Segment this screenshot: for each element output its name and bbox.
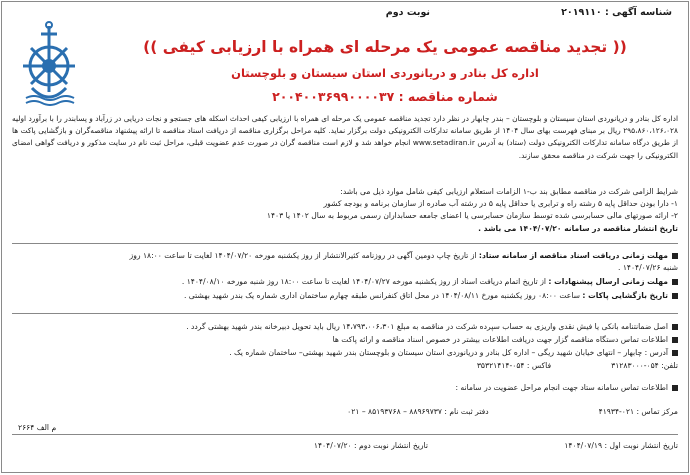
receive-deadline-cont: شنبه ۱۴۰۴/۰۷/۲۶ . [617,263,678,272]
divider [12,434,678,435]
receive-label: مهلت زمانی دریافت اسناد مناقصه از سامانه ستاد: [478,251,668,260]
code-note: م الف ۲۶۶۴ [18,423,57,432]
setad-info-text: اطلاعات تماس سامانه ستاد جهت انجام مراحل عضویت در سامانه : [455,383,668,392]
submit-deadline [12,276,678,288]
address-text: آدرس : چابهار – انتهای خیابان شهید ریگی – اداره کل بنادر و دریانوردی استان سیستان و بلوچستان بندر شهید بهشتی– ساختمان شماره یک . [229,348,668,357]
open-text: ساعت ۰۸:۰۰ روز یکشنبه مورخ ۱۴۰۴/۰۸/۱۱ در محل اتاق کنفرانس طبقه چهارم ساختمان اداری شماره یک بندر شهید بهشتی . [183,291,583,300]
setad-numbers-line [12,406,678,418]
info-text: اطلاعات تماس دستگاه مناقصه گزار جهت دریافت اطلاعات بیشتر در خصوص اسناد مناقصه و ارائه پاکت ها [332,335,668,344]
receive-text: از تاریخ چاپ دومین آگهی در روزنامه کثیرالانتشار از روز یکشنبه مورخه ۱۴۰۴/۰۷/۲۰ لغایت تا ساعت ۱۸:۰۰ روز [129,251,479,260]
submit-text: از تاریخ اتمام دریافت اسناد از روز یکشنبه مورخه ۱۴۰۴/۰۷/۲۷ لغایت تا ساعت ۱۸:۰۰ روز شنبه مورخه ۱۴۰۴/۰۸/۱۰ . [181,277,549,286]
fax-text: فاکس : ۰۵۴-۳۵۳۲۱۴۱۴ [476,361,552,370]
publication-round: نوبت دوم [385,7,430,18]
address-line [12,347,678,359]
organization-name: اداره کل بنادر و دریانوردی استان سیستان و بلوچستان [231,66,539,80]
tender-number: شماره مناقصه : ۲۰۰۴۰۰۳۶۹۹۰۰۰۰۳۷ [272,89,498,104]
open-label: تاریخ بازگشایی پاکات : [582,291,668,300]
condition-item-2: ۲- ارائه صورتهای مالی حسابرسی شده توسط سازمان حسابرسی یا اعضای جامعه حسابداران رسمی مربوط به سال ۱۴۰۲ یا ۱۴۰۳ [266,211,678,220]
footer-first-date: تاریخ انتشار نوبت اول : ۱۴۰۴/۰۷/۱۹ [564,441,678,450]
condition-item-1: ۱- دارا بودن حداقل پایه ۵ رشته راه و ترابری یا حداقل پایه ۵ در رشته آب صادره از سازمان برنامه و بودجه کشور [323,199,678,208]
intro-paragraph: اداره کل بنادر و دریانوردی استان سیستان و بلوچستان – بندر چابهار در نظر دارد تجدید مناقصه عمومی یک مرحله ای همراه با ارزیابی کیفی احداث اسکله های جستجو و نجات دریایی در زرآباد و پسابندر را با برآورد اولیه ۲۹۵،۸۶۰،۱۲۶،۰۲۸ ریال بر مبنای فهرست بهای سال ۱۴۰۴ از طریق سامانه تدارکات الکترونیکی دولت برگزار نماید. کلیه مراحل برگزاری مناقصه از دریافت اسناد مناقصه تا ارائه پیشنهاد مناقصه‌گران و بازگشایی پاکت ها از طریق درگاه سامانه تدارکات الکترونیکی دولت (ستاد) به آدرس www.setadiran.ir انجام خواهد شد و لازم است مناقصه گران در صورت عدم عضویت قبلی، مراحل ثبت نام در سایت مذکور و دریافت گواهی امضای الکترونیکی را جهت شرکت در مناقصه محقق سازند. [12,114,678,160]
guarantee-text: اصل ضمانتنامه بانکی یا فیش نقدی واریزی به حساب سپرده شرکت در مناقصه به مبلغ ۱۴،۷۹۳،۰۰۶،۳۰۱ ریال باید تحویل دبیرخانه بندر شهید بهشتی گردد . [186,322,668,331]
bullet-icon [672,324,678,330]
page-title: (( تجدید مناقصه عمومی یک مرحله ای همراه با ارزیابی کیفی )) [143,38,627,56]
bullet-icon [672,253,678,259]
bullet-icon [672,279,678,285]
receive-deadline [12,250,678,262]
info-line [12,334,678,346]
submit-label: مهلت زمانی ارسال پیشنهادات : [548,277,668,286]
conditions-heading: شرایط الزامی شرکت در مناقصه مطابق بند ب-۱ الزامات استعلام ارزیابی کیفی شامل موارد ذیل می باشد: [340,187,678,196]
setad-info-line [12,382,678,394]
phone-fax-line [12,360,678,372]
center-text: مرکز تماس : ۰۲۱-۴۱۹۳۴ [598,407,678,416]
office-text: دفتر ثبت نام : ۸۸۹۶۹۷۳۷ – ۸۵۱۹۳۷۶۸ – ۰۲۱ [347,407,489,416]
bullet-icon [672,350,678,356]
anchor-wheel-logo [20,20,78,106]
divider [12,243,678,244]
bullet-icon [672,385,678,391]
ad-code: شناسه آگهی : ۲۰۱۹۱۱۰ [561,7,672,18]
guarantee-line [12,321,678,333]
header-bar [10,7,680,21]
bullet-icon [672,337,678,343]
footer-second-date: تاریخ انتشار نوبت دوم : ۱۴۰۴/۰۷/۲۰ [313,441,428,450]
bullet-icon [672,293,678,299]
opening-date [12,290,678,302]
publish-date: تاریخ انتشار مناقصه در سامانه ۱۴۰۴/۰۷/۲۰ می باشد . [478,224,678,233]
divider [12,313,678,314]
phone-text: تلفن: ۰۵۴-۳۱۲۸۳۰۰۰ [611,361,678,370]
tender-advertisement [1,1,689,473]
